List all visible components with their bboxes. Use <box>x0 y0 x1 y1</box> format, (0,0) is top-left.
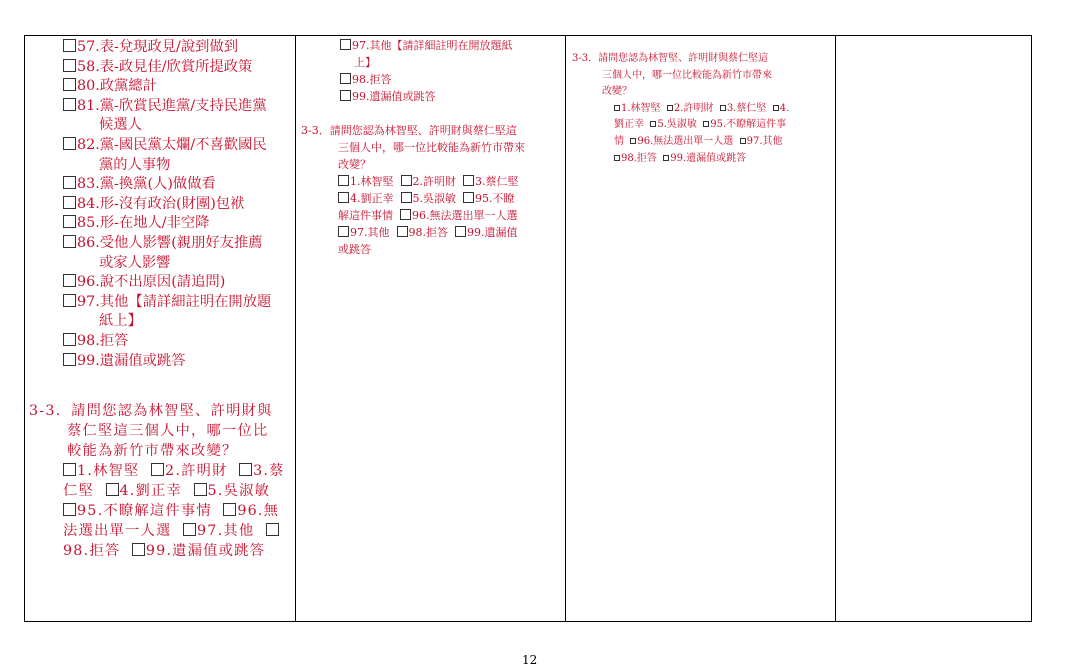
question-text-cont: 改變？ <box>602 86 632 98</box>
checkbox-icon[interactable] <box>63 353 76 366</box>
answer-options: 1.林智堅 2.許明財 3.蔡仁堅 4. <box>572 101 789 118</box>
checkbox-icon[interactable] <box>63 274 76 287</box>
option-97: 97.其他【請詳細註明在開放題 <box>63 293 271 313</box>
question-text: 3-3．請問您認為林智堅、許明財與 <box>29 403 273 419</box>
option-99: 99.遺漏值或跳答 <box>63 352 271 372</box>
checkbox-icon[interactable] <box>63 333 76 346</box>
option-97-cont: 上】 <box>354 56 376 69</box>
option-98: 98.拒答 <box>63 332 271 352</box>
column-3 <box>566 36 836 621</box>
checkbox-icon[interactable] <box>455 226 466 237</box>
checkbox-icon[interactable] <box>63 137 76 150</box>
question-text-cont: 蔡仁堅這三個人中，哪一位比 <box>67 423 269 439</box>
checkbox-icon[interactable] <box>340 39 351 50</box>
option-99: 99.遺漏值或跳答 <box>340 88 513 105</box>
option-82-cont: 黨的人事物 <box>99 156 171 173</box>
checkbox-icon[interactable] <box>703 121 709 127</box>
checkbox-icon[interactable] <box>151 463 164 476</box>
question-text-cont: 較能為新竹市帶來改變？ <box>67 443 238 459</box>
checkbox-icon[interactable] <box>266 523 279 536</box>
option-list <box>340 37 513 105</box>
checkbox-icon[interactable] <box>63 503 76 516</box>
checkbox-icon[interactable] <box>667 105 673 111</box>
option-80: 80.政黨總計 <box>63 77 271 97</box>
question-3-3 <box>572 51 789 167</box>
checkbox-icon[interactable] <box>720 105 726 111</box>
checkbox-icon[interactable] <box>63 235 76 248</box>
checkbox-icon[interactable] <box>340 73 351 84</box>
checkbox-icon[interactable] <box>463 192 474 203</box>
question-text: 3-3．請問您認為林智堅、許明財與蔡仁堅這 <box>301 124 517 137</box>
question-text-cont: 改變？ <box>338 158 371 171</box>
checkbox-icon[interactable] <box>401 175 412 186</box>
checkbox-icon[interactable] <box>194 483 207 496</box>
checkbox-icon[interactable] <box>63 98 76 111</box>
checkbox-icon[interactable] <box>106 483 119 496</box>
checkbox-icon[interactable] <box>740 138 746 144</box>
checkbox-icon[interactable] <box>338 175 349 186</box>
checkbox-icon[interactable] <box>338 192 349 203</box>
answer-options: 或跳答 <box>338 243 371 256</box>
answer-options: 情 96.無法選出單一人選 97.其他 <box>614 135 783 147</box>
column-4 <box>836 36 1031 621</box>
option-81-cont: 候選人 <box>99 117 142 134</box>
checkbox-icon[interactable] <box>63 176 76 189</box>
checkbox-icon[interactable] <box>132 543 145 556</box>
option-list <box>63 38 271 371</box>
page-number: 12 <box>522 653 538 667</box>
checkbox-icon[interactable] <box>223 503 236 516</box>
answer-options: 劉正幸 5.吳淑敏 95.不瞭解這件事 <box>614 119 787 131</box>
checkbox-icon[interactable] <box>63 294 76 307</box>
checkbox-icon[interactable] <box>63 463 76 476</box>
option-85: 85.形-在地人/非空降 <box>63 214 271 234</box>
questionnaire-table <box>24 35 1032 622</box>
question-text: 3-3．請問您認為林智堅、許明財與蔡仁堅這 <box>572 53 769 64</box>
answer-options: 法選出單一人選 97.其他 <box>29 521 285 541</box>
option-84: 84.形-沒有政治(財團)包袱 <box>63 195 271 215</box>
column-1 <box>25 36 296 621</box>
option-97: 97.其他【請詳細註明在開放題紙 <box>340 37 513 54</box>
answer-options: 95.不瞭解這件事情 96.無 <box>29 501 285 521</box>
option-57: 57.表-兌現政見/說到做到 <box>63 38 271 58</box>
checkbox-icon[interactable] <box>663 155 669 161</box>
checkbox-icon[interactable] <box>63 78 76 91</box>
answer-options: 1.林智堅 2.許明財 3.蔡 <box>29 461 285 481</box>
checkbox-icon[interactable] <box>340 90 351 101</box>
answer-options: 98.拒答 99.遺漏值或跳答 <box>572 151 789 168</box>
checkbox-icon[interactable] <box>239 463 252 476</box>
checkbox-icon[interactable] <box>338 226 349 237</box>
checkbox-icon[interactable] <box>63 215 76 228</box>
checkbox-icon[interactable] <box>773 105 779 111</box>
checkbox-icon[interactable] <box>63 196 76 209</box>
option-98: 98.拒答 <box>340 71 513 88</box>
checkbox-icon[interactable] <box>463 175 474 186</box>
option-58: 58.表-政見佳/欣賞所提政策 <box>63 58 271 78</box>
question-3-3 <box>29 401 285 561</box>
option-97-cont: 紙上】 <box>99 313 142 330</box>
question-3-3 <box>301 122 525 258</box>
checkbox-icon[interactable] <box>400 209 411 220</box>
checkbox-icon[interactable] <box>63 59 76 72</box>
column-2 <box>296 36 566 621</box>
option-81: 81.黨-欣賞民進黨/支持民進黨 <box>63 97 271 117</box>
answer-options: 1.林智堅 2.許明財 3.蔡仁堅 <box>301 173 525 190</box>
answer-options: 解這件事情 96.無法選出單一人選 <box>338 209 518 222</box>
checkbox-icon[interactable] <box>63 39 76 52</box>
checkbox-icon[interactable] <box>614 105 620 111</box>
option-83: 83.黨-換黨(人)做做看 <box>63 175 271 195</box>
option-86-cont: 或家人影響 <box>99 254 171 271</box>
option-86: 86.受他人影響(親朋好友推薦 <box>63 234 271 254</box>
checkbox-icon[interactable] <box>401 192 412 203</box>
question-text-cont: 三個人中，哪一位比較能為新竹市帶來 <box>338 141 525 154</box>
checkbox-icon[interactable] <box>397 226 408 237</box>
question-text-cont: 三個人中，哪一位比較能為新竹市帶來 <box>602 69 772 81</box>
answer-options: 98.拒答 99.遺漏值或跳答 <box>63 543 266 559</box>
answer-options: 97.其他 98.拒答 99.遺漏值 <box>301 224 525 241</box>
option-96: 96.說不出原因(請追問) <box>63 273 271 293</box>
answer-options: 仁堅 4.劉正幸 5.吳淑敏 <box>63 483 271 499</box>
checkbox-icon[interactable] <box>614 155 620 161</box>
checkbox-icon[interactable] <box>650 121 656 127</box>
answer-options: 4.劉正幸 5.吳淑敏 95.不瞭 <box>301 190 525 207</box>
checkbox-icon[interactable] <box>183 523 196 536</box>
checkbox-icon[interactable] <box>630 138 636 144</box>
option-82: 82.黨-國民黨太爛/不喜歡國民 <box>63 136 271 156</box>
